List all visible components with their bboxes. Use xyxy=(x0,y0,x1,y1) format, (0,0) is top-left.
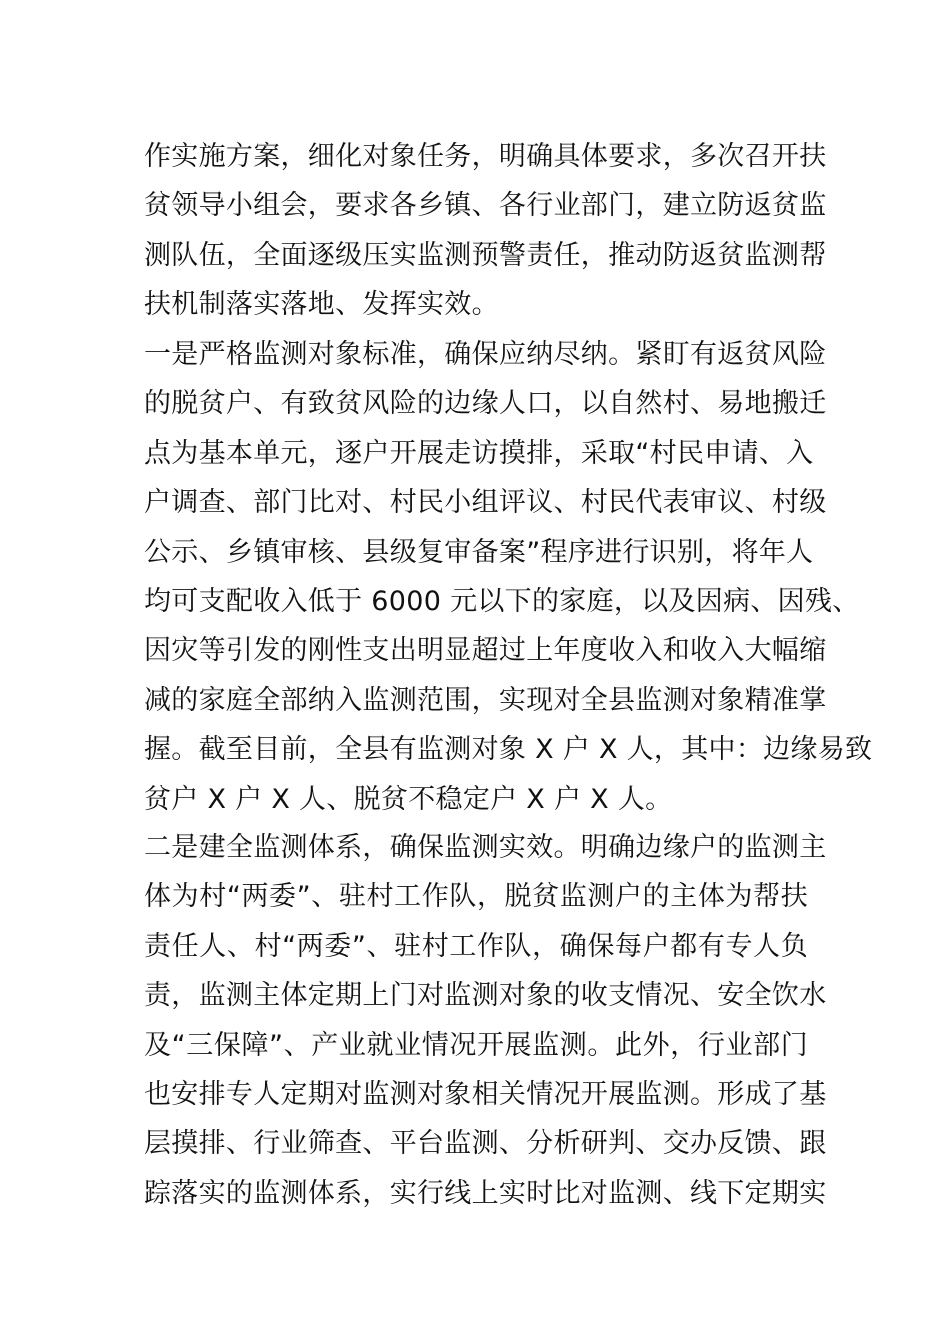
paragraph-line: 踪落实的监测体系，实行线上实时比对监测、线下定期实 xyxy=(144,1177,827,1209)
paragraph-line: 点为基本单元，逐户开展走访摸排，采取“村民申请、入 xyxy=(144,437,814,469)
paragraph-line: 的脱贫户、有致贫风险的边缘人口，以自然村、易地搬迁 xyxy=(144,388,827,420)
paragraph-line: 一是严格监测对象标准，确保应纳尽纳。紧盯有返贫风险 xyxy=(144,339,827,370)
paragraph-line: 层摸排、行业筛查、平台监测、分析研判、交办反馈、跟 xyxy=(144,1128,827,1160)
paragraph-line: 责，监测主体定期上门对监测对象的收支情况、安全饮水 xyxy=(144,980,827,1012)
paragraph-line: 均可支配收入低于 6000 元以下的家庭，以及因病、因残、 xyxy=(144,585,860,617)
paragraph-line: 二是建全监测体系，确保监测实效。明确边缘户的监测主 xyxy=(144,832,827,863)
paragraph-line: 减的家庭全部纳入监测范围，实现对全县监测对象精准掌 xyxy=(144,684,827,716)
paragraph-line: 体为村“两委”、驻村工作队，脱贫监测户的主体为帮扶 xyxy=(144,881,808,913)
paragraph-monitoring-system xyxy=(144,823,827,1218)
paragraph-line: 公示、乡镇审核、县级复审备案”程序进行识别，将年人 xyxy=(144,536,814,568)
paragraph-line: 及“三保障”、产业就业情况开展监测。此外，行业部门 xyxy=(144,1029,808,1061)
paragraph-line: 也安排专人定期对监测对象相关情况开展监测。形成了基 xyxy=(144,1078,827,1110)
paragraph-line: 扶机制落实落地、发挥实效。 xyxy=(144,289,499,321)
paragraph-line: 户调查、部门比对、村民小组评议、村民代表审议、村级 xyxy=(144,487,827,519)
paragraph-line: 测队伍，全面逐级压实监测预警责任，推动防返贫监测帮 xyxy=(144,239,827,271)
paragraph-line: 责任人、村“两委”、驻村工作队，确保每户都有专人负 xyxy=(144,930,808,962)
paragraph-line: 因灾等引发的刚性支出明显超过上年度收入和收入大幅缩 xyxy=(144,635,827,667)
paragraph-monitoring-standards xyxy=(144,330,873,824)
paragraph-line: 贫领导小组会，要求各乡镇、各行业部门，建立防返贫监 xyxy=(144,190,827,222)
paragraph-line: 贫户 X 户 X 人、脱贫不稳定户 X 户 X 人。 xyxy=(144,783,673,815)
paragraph-line: 握。截至目前，全县有监测对象 X 户 X 人，其中：边缘易致 xyxy=(144,734,873,766)
paragraph-implementation xyxy=(144,132,827,330)
paragraph-line: 作实施方案，细化对象任务，明确具体要求，多次召开扶 xyxy=(144,141,827,172)
